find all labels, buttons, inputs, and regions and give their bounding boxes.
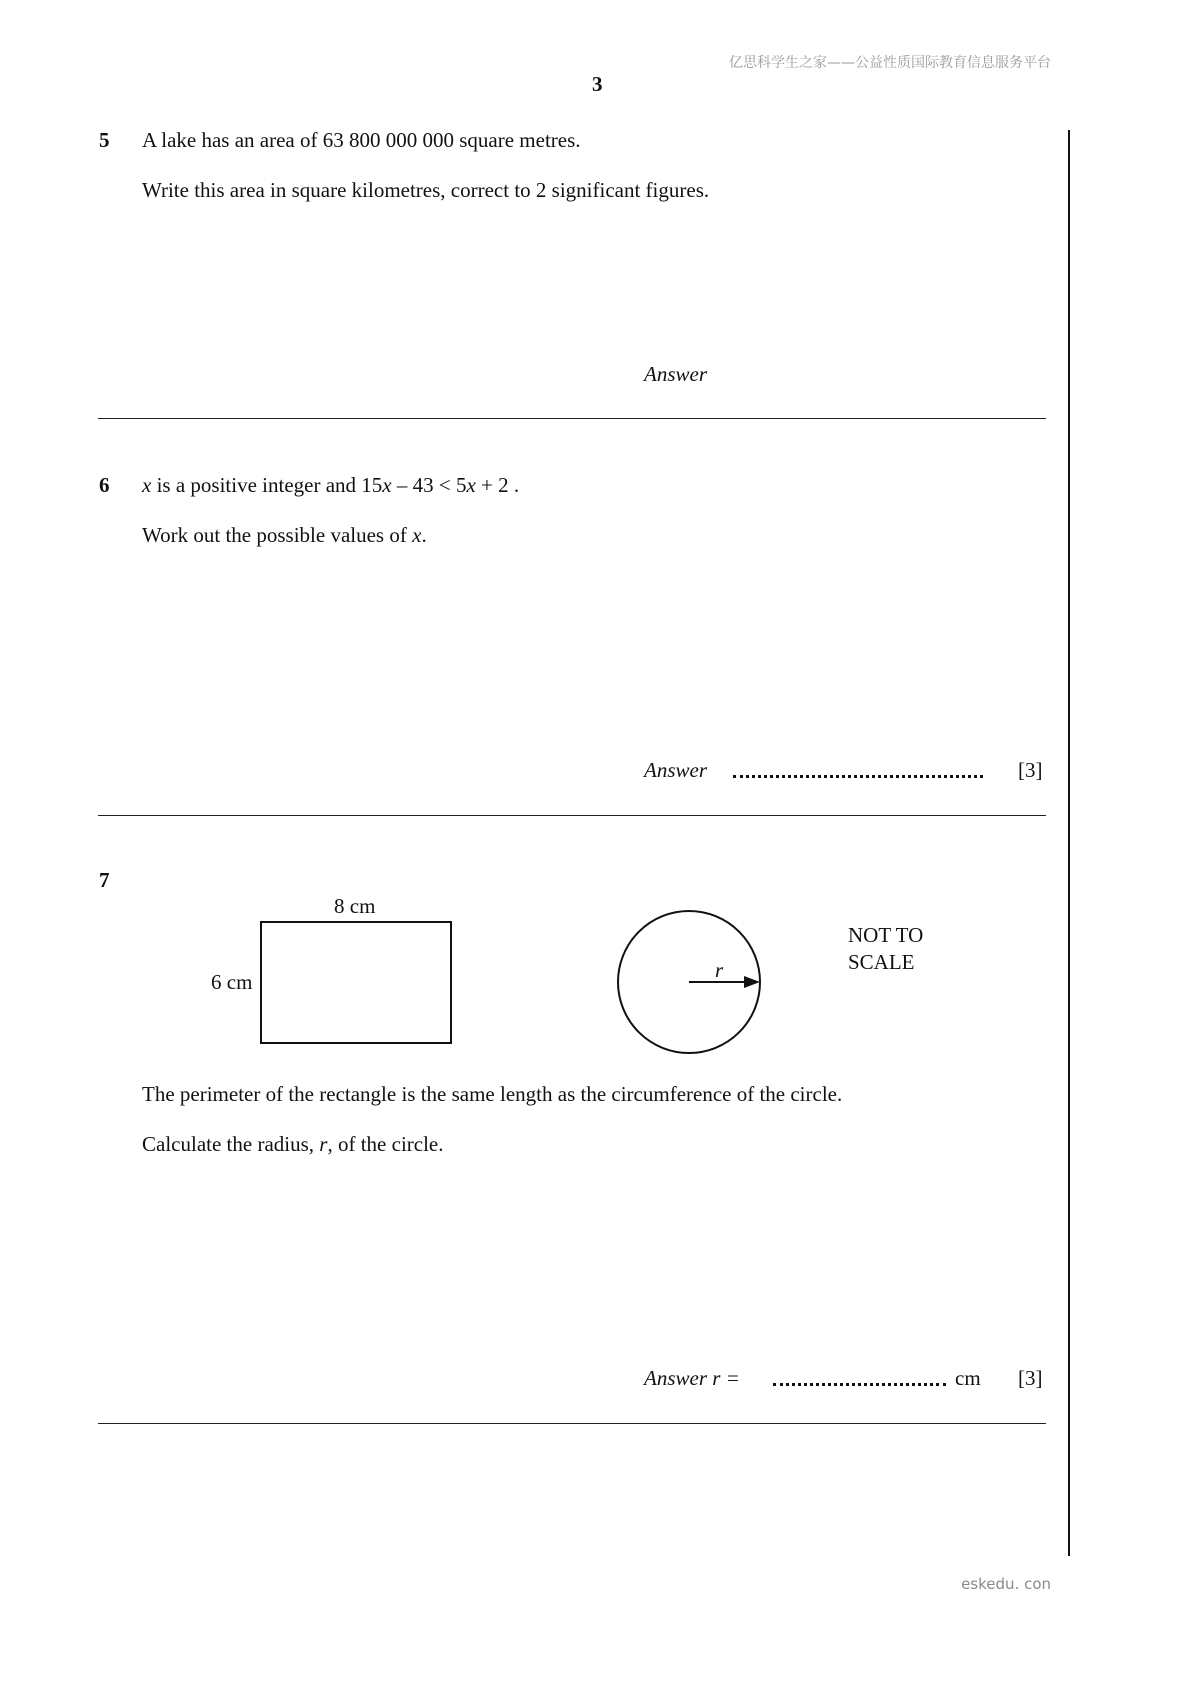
footer-site: eskedu. con [961, 1575, 1051, 1593]
text-segment: Work out the possible values of [142, 523, 413, 547]
variable-x: x [412, 523, 422, 547]
not-to-scale-note [848, 922, 923, 976]
note-line: SCALE [848, 950, 915, 974]
question-number: 7 [99, 868, 110, 892]
note-line: NOT TO [848, 923, 924, 947]
variable-x: x [382, 473, 392, 497]
question-divider [98, 1423, 1046, 1424]
radius-arrowhead [744, 976, 760, 988]
answer-line[interactable] [773, 1383, 946, 1386]
text-segment: . [421, 523, 427, 547]
radius-label: r [715, 958, 724, 982]
question-instruction [142, 1132, 444, 1157]
marks-label: [3] [1018, 1366, 1043, 1390]
rectangle-shape [261, 922, 451, 1043]
answer-label: Answer [644, 362, 707, 386]
text-segment: , of the circle. [327, 1132, 444, 1156]
answer-label: Answer [644, 758, 707, 782]
question-number: 5 [99, 128, 110, 152]
variable-x: x [142, 473, 152, 497]
question-number: 6 [99, 473, 110, 497]
question-instruction: Write this area in square kilometres, correct to 2 significant figures. [142, 178, 710, 202]
variable-x: x [466, 473, 476, 497]
text-segment: + 2 . [475, 473, 520, 497]
question-text: A lake has an area of 63 800 000 000 square metres. [142, 128, 581, 152]
answer-label: Answer r = [644, 1366, 740, 1390]
page-number: 3 [592, 72, 603, 96]
unit-label: cm [955, 1366, 981, 1390]
text-segment: – 43 < 5 [391, 473, 467, 497]
watermark-text: 亿思科学生之家——公益性质国际教育信息服务平台 [729, 55, 1051, 71]
rect-height-label: 6 cm [211, 970, 253, 994]
question-text: The perimeter of the rectangle is the same length as the circumference of the circle. [142, 1082, 843, 1106]
marks-label: [3] [1018, 758, 1043, 782]
rect-width-label: 8 cm [334, 894, 376, 918]
text-segment: Calculate the radius, [142, 1132, 320, 1156]
variable-r: r [319, 1132, 328, 1156]
text-segment: is a positive integer and 15 [151, 473, 383, 497]
